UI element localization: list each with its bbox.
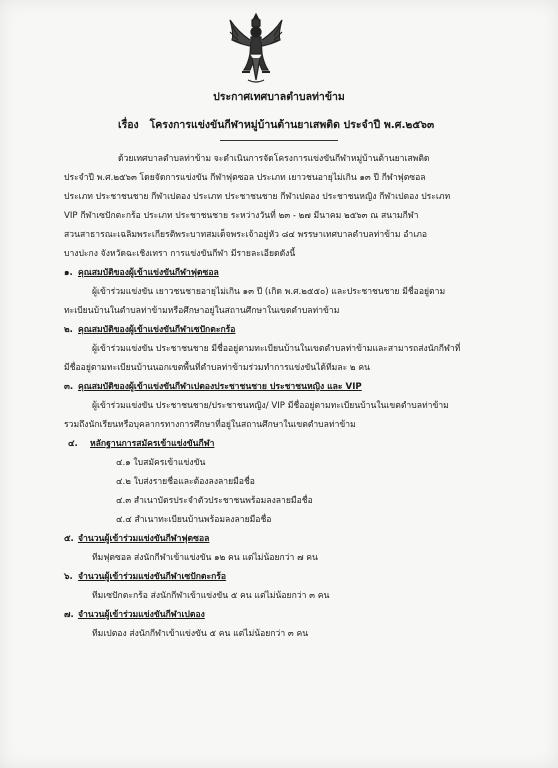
section-line: ผู้เข้าร่วมแข่งขัน ประชาชนชาย/ประชาชนหญิง/ VIP มีชื่ออยู่ตามทะเบียนบ้านในเขตตำบลท่าข้าม xyxy=(92,401,449,411)
section-3 xyxy=(64,378,510,435)
intro-line: ด้วยเทศบาลตำบลท่าข้าม จะดำเนินการจัดโครงการแข่งขันกีฬาหมู่บ้านต้านยาเสพติด xyxy=(118,154,430,164)
section-line: มีชื่ออยู่ตามทะเบียนบ้านนอกเขตพื้นที่ตำบลท่าข้ามร่วมทำการแข่งขันได้ทีมละ ๒ คน xyxy=(64,363,370,373)
subject-line xyxy=(118,116,434,133)
section-4 xyxy=(64,435,510,530)
garuda-emblem-icon xyxy=(224,10,288,86)
section-line: ทีมเปตอง ส่งนักกีฬาเข้าแข่งขัน ๕ คน แต่ไม่น้อยกว่า ๓ คน xyxy=(92,629,309,639)
intro-line: สวนสาธารณะเฉลิมพระเกียรติพระบาทสมเด็จพระเจ้าอยู่หัว ๘๔ พรรษาเทศบาลตำบลท่าข้าม อำเภอ xyxy=(64,230,428,240)
subject-label: เรื่อง xyxy=(118,119,139,131)
section-6 xyxy=(64,568,510,606)
intro-line: ประเภท ประชาชนชาย กีฬาเปตอง ประเภท ประชาชนชาย กีฬาเปตอง ประชาชนหญิง กีฬาเปตอง ประเภท xyxy=(64,192,451,202)
section-7 xyxy=(64,606,510,644)
section-heading: ๗. จำนวนผู้เข้าร่วมแข่งขันกีฬาเปตอง xyxy=(64,610,205,620)
intro-line: VIP กีฬาเซปักตะกร้อ ประเภท ประชาชนชาย ระหว่างวันที่ ๒๓ - ๒๗ มีนาคม ๒๕๖๓ ณ สนามกีฬา xyxy=(64,211,419,221)
section-heading: ๔. หลักฐานการสมัครเข้าแข่งขันกีฬา xyxy=(68,439,215,449)
intro-line: บางปะกง จังหวัดฉะเชิงเทรา การแข่งขันกีฬา มีรายละเอียดดังนี้ xyxy=(64,249,296,259)
section-heading: ๓. คุณสมบัติของผู้เข้าแข่งขันกีฬาเปตองประชาชนชาย ประชาชนหญิง และ VIP xyxy=(64,382,362,392)
list-item: ๔.๑ ใบสมัครเข้าแข่งขัน xyxy=(116,458,206,468)
list-item: ๔.๓ สำเนาบัตรประจำตัวประชาชนพร้อมลงลายมือชื่อ xyxy=(116,496,313,506)
title-divider xyxy=(220,140,338,141)
document-body xyxy=(64,150,510,644)
section-heading: ๕. จำนวนผู้เข้าร่วมแข่งขันกีฬาฟุตซอล xyxy=(64,534,210,544)
announcement-title: ประกาศเทศบาลตำบลท่าข้าม xyxy=(213,91,345,103)
intro-line: ประจำปี พ.ศ.๒๕๖๓ โดยจัดการแข่งขัน กีฬาฟุตซอล ประเภท เยาวชนอายุไม่เกิน ๑๓ ปี กีฬาฟุตซอล xyxy=(64,173,426,183)
section-line: ผู้เข้าร่วมแข่งขัน ประชาชนชาย มีชื่ออยู่ตามทะเบียนบ้านในเขตตำบลท่าข้ามและสามารถส่งนักกีฬาที่ xyxy=(92,344,461,354)
section-1 xyxy=(64,264,510,321)
section-line: ทีมเซปักตะกร้อ ส่งนักกีฬาเข้าแข่งขัน ๕ คน แต่ไม่น้อยกว่า ๓ คน xyxy=(92,591,330,601)
section-line: ผู้เข้าร่วมแข่งขัน เยาวชนชายอายุไม่เกิน ๑๓ ปี (เกิด พ.ศ.๒๕๕๐) และประชาชนชาย มีชื่ออยู่ตาม xyxy=(92,287,446,297)
list-item: ๔.๔ สำเนาทะเบียนบ้านพร้อมลงลายมือชื่อ xyxy=(116,515,272,525)
section-heading: ๖. จำนวนผู้เข้าร่วมแข่งขันกีฬาเซปักตะกร้อ xyxy=(64,572,227,582)
section-line: ทีมฟุตซอล ส่งนักกีฬาเข้าแข่งขัน ๑๒ คน แต่ไม่น้อยกว่า ๗ คน xyxy=(92,553,318,563)
section-heading: ๑. คุณสมบัติของผู้เข้าแข่งขันกีฬาฟุตซอล xyxy=(64,268,219,278)
section-line: รวมถึงนักเรียนหรือบุคลากรทางการศึกษาที่อยู่ในสถานศึกษาในเขตตำบลท่าข้าม xyxy=(64,420,356,430)
section-heading: ๒. คุณสมบัติของผู้เข้าแข่งขันกีฬาเซปักตะกร้อ xyxy=(64,325,236,335)
section-2 xyxy=(64,321,510,378)
section-5 xyxy=(64,530,510,568)
section-line: ทะเบียนบ้านในตำบลท่าข้ามหรือศึกษาอยู่ในสถานศึกษาในเขตตำบลท่าข้าม xyxy=(64,306,340,316)
intro-paragraph xyxy=(64,150,510,264)
list-item: ๔.๒ ใบส่งรายชื่อและต้องลงลายมือชื่อ xyxy=(116,477,255,487)
subject-text: โครงการแข่งขันกีฬาหมู่บ้านต้านยาเสพติด ประจำปี พ.ศ.๒๕๖๓ xyxy=(149,119,435,131)
